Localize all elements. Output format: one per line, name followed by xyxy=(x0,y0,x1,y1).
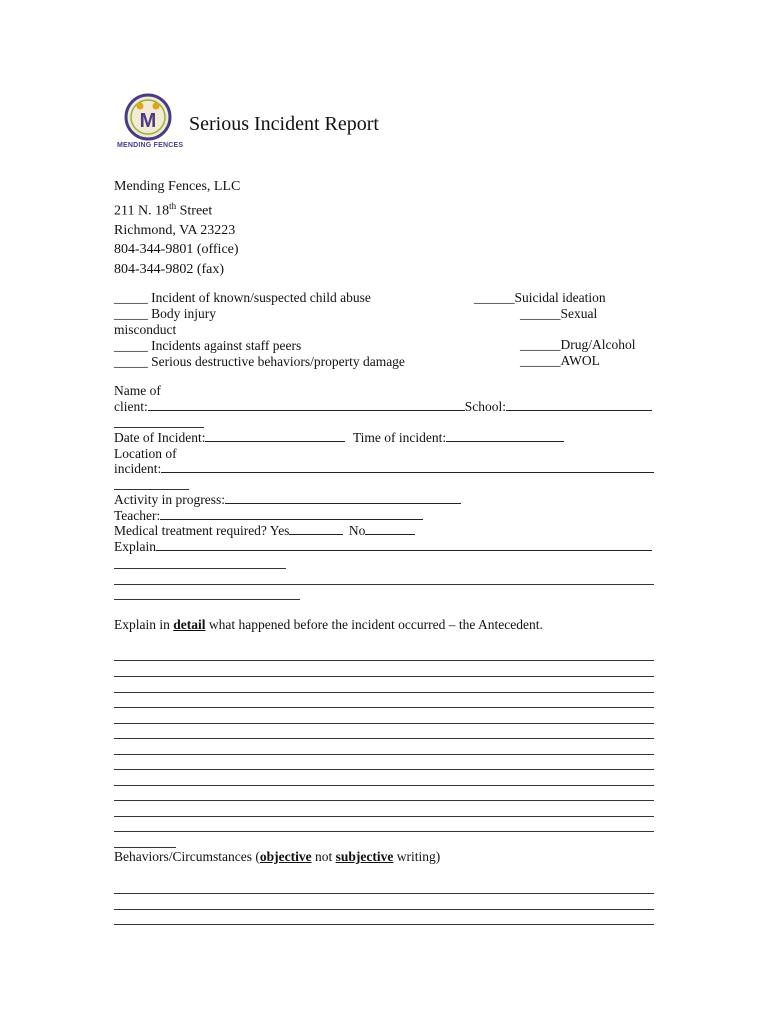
behaviors-line[interactable] xyxy=(114,893,654,894)
incident-type-staff-peers[interactable]: _____ Incidents against staff peers xyxy=(114,338,302,353)
antecedent-line[interactable] xyxy=(114,816,654,817)
teacher-label: Teacher: xyxy=(114,508,161,523)
antecedent-text-pre: Explain in xyxy=(114,617,174,632)
antecedent-line[interactable] xyxy=(114,738,654,739)
antecedent-line[interactable] xyxy=(114,769,654,770)
behaviors-prompt xyxy=(114,849,440,865)
behaviors-line[interactable] xyxy=(114,909,654,910)
explain-field[interactable] xyxy=(156,539,652,551)
logo xyxy=(112,92,184,154)
company-name: Mending Fences, LLC xyxy=(114,179,241,194)
client-name-field[interactable] xyxy=(148,399,465,411)
explain-line-3[interactable] xyxy=(114,584,654,585)
logo-caption: MENDING FENCES xyxy=(117,142,184,149)
antecedent-emphasis: detail xyxy=(173,617,206,632)
antecedent-line[interactable] xyxy=(114,676,654,677)
behaviors-line[interactable] xyxy=(114,924,654,925)
antecedent-line[interactable] xyxy=(114,707,654,708)
logo-letter: M xyxy=(139,110,157,132)
explain-line-2[interactable] xyxy=(114,568,286,569)
incident-type-misconduct-cont: misconduct xyxy=(114,322,177,337)
incident-type-property-damage[interactable]: _____ Serious destructive behaviors/property damage xyxy=(114,354,405,369)
explain-row xyxy=(114,539,652,555)
antecedent-line[interactable] xyxy=(114,692,654,693)
activity-field[interactable] xyxy=(225,492,461,504)
medical-yes-field[interactable] xyxy=(289,523,343,535)
antecedent-line[interactable] xyxy=(114,847,176,848)
activity-label: Activity in progress: xyxy=(114,492,225,507)
client-name-row xyxy=(114,399,652,415)
street-name: Street xyxy=(176,203,213,219)
incident-type-suicidal[interactable]: ______Suicidal ideation xyxy=(474,290,606,305)
antecedent-line[interactable] xyxy=(114,754,654,755)
street-ordinal: th xyxy=(169,200,177,211)
location-row xyxy=(114,461,654,477)
client-name-field-cont[interactable] xyxy=(114,427,204,428)
medical-no-label: No xyxy=(348,523,366,538)
time-label: Time of incident: xyxy=(352,430,447,445)
location-field[interactable] xyxy=(161,461,654,473)
date-label: Date of Incident: xyxy=(114,430,206,445)
medical-label: Medical treatment required? Yes xyxy=(114,523,290,538)
date-time-row xyxy=(114,430,564,446)
mending-fences-logo-icon xyxy=(112,92,184,142)
location-field-cont[interactable] xyxy=(114,489,189,490)
incident-type-sexual[interactable]: ______Sexual xyxy=(520,306,598,321)
antecedent-text-post: what happened before the incident occurred – the Antecedent. xyxy=(205,617,543,632)
antecedent-prompt xyxy=(114,617,543,633)
location-label-1: Location of xyxy=(114,446,177,461)
school-label: School: xyxy=(464,399,507,414)
behaviors-text-pre: Behaviors/Circumstances ( xyxy=(114,849,260,864)
date-field[interactable] xyxy=(205,430,345,442)
behaviors-text-post: writing) xyxy=(393,849,441,864)
incident-types-left xyxy=(114,290,405,370)
medical-no-field[interactable] xyxy=(365,523,415,535)
incident-type-awol[interactable]: ______AWOL xyxy=(520,353,600,368)
school-field[interactable] xyxy=(506,399,652,411)
teacher-row xyxy=(114,508,423,524)
company-block xyxy=(114,177,240,279)
medical-row xyxy=(114,523,415,539)
company-phone-office: 804-344-9801 (office) xyxy=(114,242,239,258)
time-field[interactable] xyxy=(446,430,564,442)
explain-label: Explain xyxy=(114,539,156,554)
street-number: 211 N. 18 xyxy=(114,203,170,219)
company-phone-fax: 804-344-9802 (fax) xyxy=(114,261,225,277)
antecedent-line[interactable] xyxy=(114,831,654,832)
client-name-label-2: client: xyxy=(114,399,148,414)
activity-row xyxy=(114,492,461,508)
behaviors-objective: objective xyxy=(259,849,312,864)
behaviors-subjective: subjective xyxy=(335,849,394,864)
antecedent-line[interactable] xyxy=(114,660,654,661)
antecedent-line[interactable] xyxy=(114,800,654,801)
teacher-field[interactable] xyxy=(160,508,423,520)
company-city: Richmond, VA 23223 xyxy=(114,222,236,238)
company-street xyxy=(114,197,240,221)
behaviors-text-mid: not xyxy=(311,849,336,864)
location-label-2: incident: xyxy=(114,461,162,476)
incident-type-drug-alcohol[interactable]: ______Drug/Alcohol xyxy=(520,337,636,352)
incident-type-body-injury[interactable]: _____ Body injury xyxy=(114,306,217,321)
explain-line-4[interactable] xyxy=(114,599,300,600)
client-name-label-1: Name of xyxy=(114,383,161,398)
antecedent-line[interactable] xyxy=(114,785,654,786)
antecedent-line[interactable] xyxy=(114,723,654,724)
incident-type-child-abuse[interactable]: _____ Incident of known/suspected child abuse xyxy=(114,290,371,305)
page-title: Serious Incident Report xyxy=(189,113,379,135)
